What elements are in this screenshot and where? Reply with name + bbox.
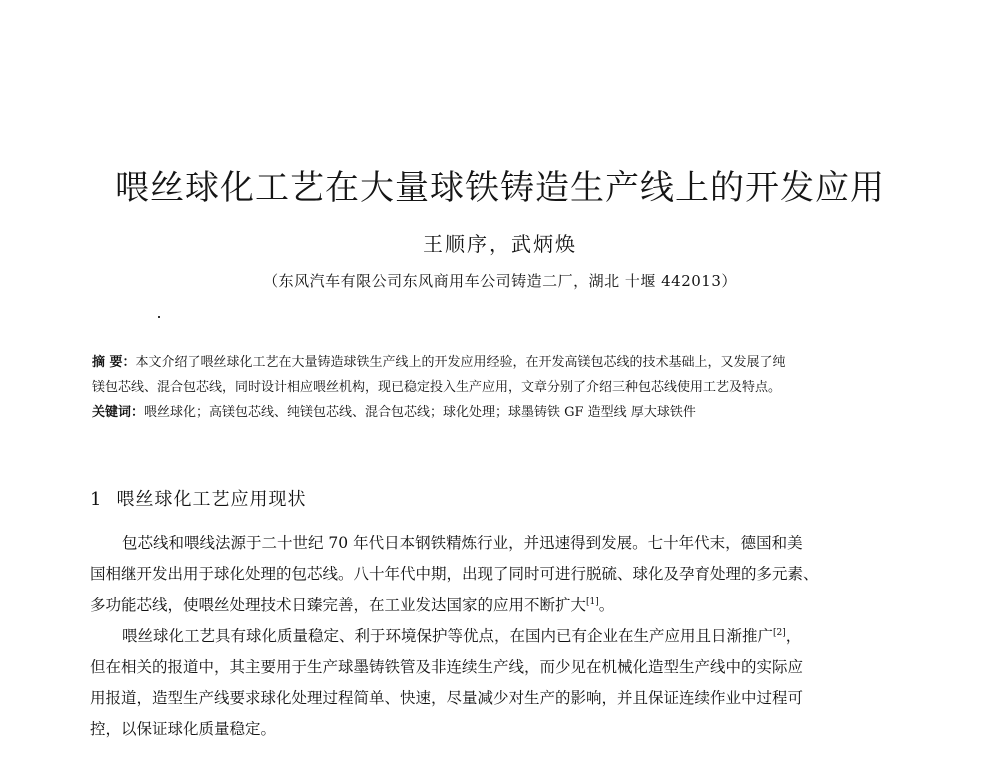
paragraph-1-line-3-text: 多功能芯线，使喂丝处理技术日臻完善，在工业发达国家的应用不断扩大 bbox=[90, 596, 587, 614]
abstract-line bbox=[92, 350, 922, 375]
citation-2: [2] bbox=[773, 628, 786, 638]
section-title: 喂丝球化工艺应用现状 bbox=[116, 489, 307, 510]
paragraph-2-line-1-end: ， bbox=[785, 627, 802, 645]
paper-affiliation: （东风汽车有限公司东风商用车公司铸造二厂，湖北 十堰 442013） bbox=[263, 272, 737, 290]
paragraph-1-line-3 bbox=[90, 590, 920, 621]
paragraph-2-line-1 bbox=[90, 621, 920, 652]
paragraph-2-line-1-text: 喂丝球化工艺具有球化质量稳定、利于环境保护等优点，在国内已有企业在生产应用且日渐推广 bbox=[122, 627, 774, 645]
paragraph-1-line-1: 包芯线和喂线法源于二十世纪 70 年代日本钢铁精炼行业，并迅速得到发展。七十年代末，德国和美 bbox=[122, 534, 803, 552]
keywords-text: 喂丝球化；高镁包芯线、纯镁包芯线、混合包芯线；球化处理；球墨铸铁 GF 造型线 厚大球铁件 bbox=[144, 405, 696, 420]
abstract-block bbox=[92, 350, 922, 425]
body-text bbox=[90, 528, 920, 745]
abstract-label: 摘 要： bbox=[92, 355, 136, 370]
abstract-text-1: 本文介绍了喂丝球化工艺在大量铸造球铁生产线上的开发应用经验，在开发高镁包芯线的技术基础上，又发展了纯 bbox=[135, 355, 786, 370]
section-number: 1 bbox=[90, 489, 103, 510]
scan-speck bbox=[158, 316, 160, 318]
paragraph-2-line-2: 但在相关的报道中，其主要用于生产球墨铸铁管及非连续生产线，而少见在机械化造型生产线中的实际应 bbox=[90, 658, 804, 676]
section-heading bbox=[90, 485, 306, 511]
paragraph-2-line-4: 控，以保证球化质量稳定。 bbox=[90, 720, 277, 738]
paper-title: 喂丝球化工艺在大量球铁铸造生产线上的开发应用 bbox=[115, 168, 885, 208]
citation-1: [1] bbox=[586, 597, 599, 607]
paragraph-1-line-3-end: 。 bbox=[598, 596, 615, 614]
keywords-line bbox=[92, 400, 922, 425]
paragraph-2-line-3: 用报道，造型生产线要求球化处理过程简单、快速，尽量减少对生产的影响，并且保证连续作业中过程可 bbox=[90, 689, 804, 707]
keywords-label: 关键词： bbox=[92, 405, 145, 420]
abstract-text-2: 镁包芯线、混合包芯线，同时设计相应喂丝机构，现已稳定投入生产应用，文章分别了介绍三种包芯线使用工艺及特点。 bbox=[92, 380, 782, 395]
paper-authors: 王顺序，武炳焕 bbox=[423, 232, 577, 256]
paragraph-1-line-2: 国相继开发出用于球化处理的包芯线。八十年代中期，出现了同时可进行脱硫、球化及孕育处理的多元素、 bbox=[90, 565, 819, 583]
